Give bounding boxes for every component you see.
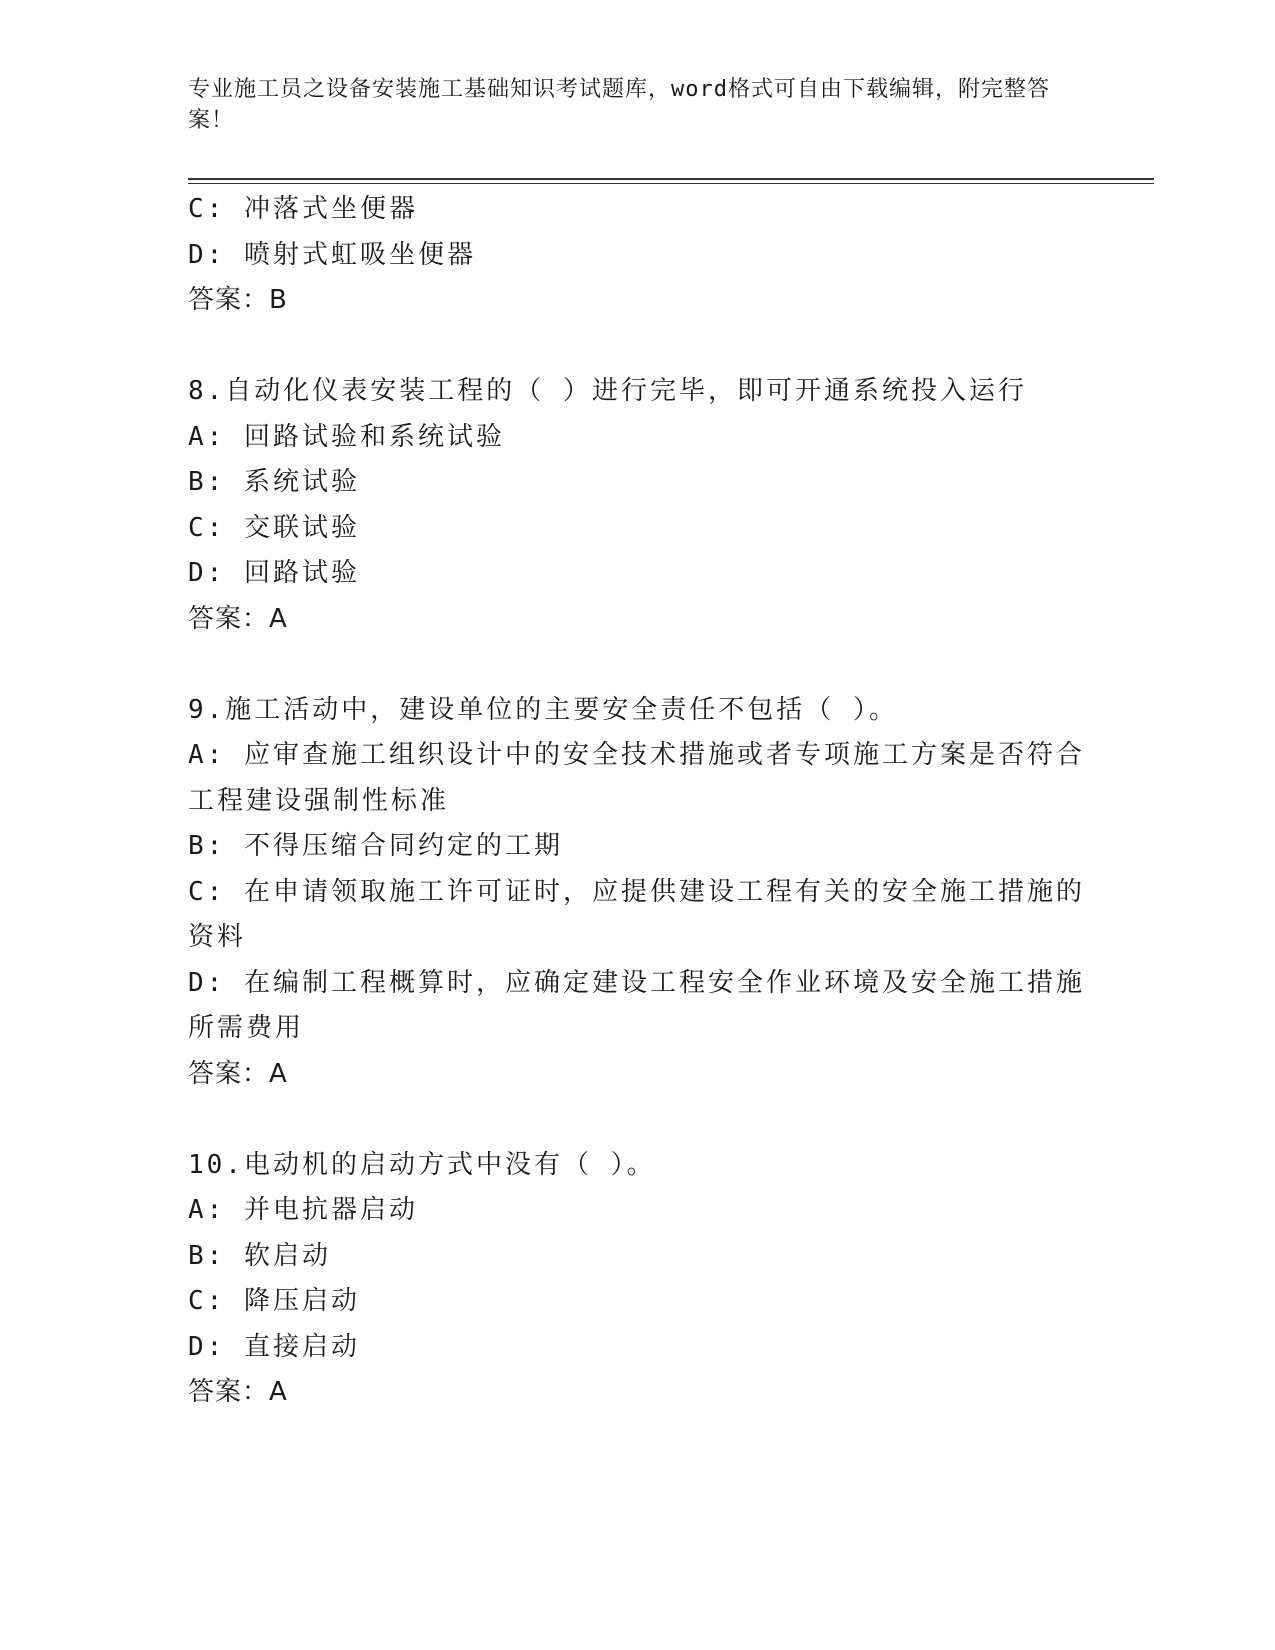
option-c: C: 降压启动 bbox=[188, 1286, 360, 1316]
option-c: C: 在申请领取施工许可证时，应提供建设工程有关的安全施工措施的资料 bbox=[188, 876, 1085, 952]
spacer bbox=[188, 324, 1088, 370]
option-c: C: 交联试验 bbox=[188, 512, 360, 543]
header-divider-thin bbox=[188, 183, 1154, 184]
answer-line: 答案：A bbox=[188, 1377, 288, 1407]
option-d: D: 直接启动 bbox=[188, 1331, 360, 1362]
answer-line: 答案：A bbox=[188, 603, 288, 634]
question-stem: 10.电动机的启动方式中没有（ ）。 bbox=[188, 1149, 656, 1180]
option-c: C: 冲落式坐便器 bbox=[188, 194, 418, 224]
option-d: D: 在编制工程概算时，应确定建设工程安全作业环境及安全施工措施所需费用 bbox=[188, 967, 1085, 1043]
answer-line: 答案：A bbox=[188, 1058, 288, 1089]
question-list bbox=[188, 187, 1088, 1416]
option-d: D: 喷射式虹吸坐便器 bbox=[188, 239, 476, 270]
option-a: A: 应审查施工组织设计中的安全技术措施或者专项施工方案是否符合工程建设强制性标准 bbox=[188, 740, 1085, 816]
option-b: B: 不得压缩合同约定的工期 bbox=[188, 831, 563, 861]
option-a: A: 并电抗器启动 bbox=[188, 1195, 418, 1225]
spacer bbox=[188, 1097, 1088, 1143]
option-b: B: 软启动 bbox=[188, 1240, 331, 1271]
spacer bbox=[188, 642, 1088, 688]
header-divider-thick bbox=[188, 178, 1154, 180]
question-stem: 8.自动化仪表安装工程的（ ）进行完毕，即可开通系统投入运行 bbox=[188, 376, 1027, 406]
answer-line: 答案：B bbox=[188, 285, 288, 315]
question-stem: 9.施工活动中，建设单位的主要安全责任不包括（ ）。 bbox=[188, 694, 898, 725]
option-a: A: 回路试验和系统试验 bbox=[188, 421, 505, 452]
option-b: B: 系统试验 bbox=[188, 467, 360, 497]
option-d: D: 回路试验 bbox=[188, 558, 360, 588]
document-header: 专业施工员之设备安装施工基础知识考试题库，word格式可自由下载编辑，附完整答案！ bbox=[188, 77, 1050, 133]
